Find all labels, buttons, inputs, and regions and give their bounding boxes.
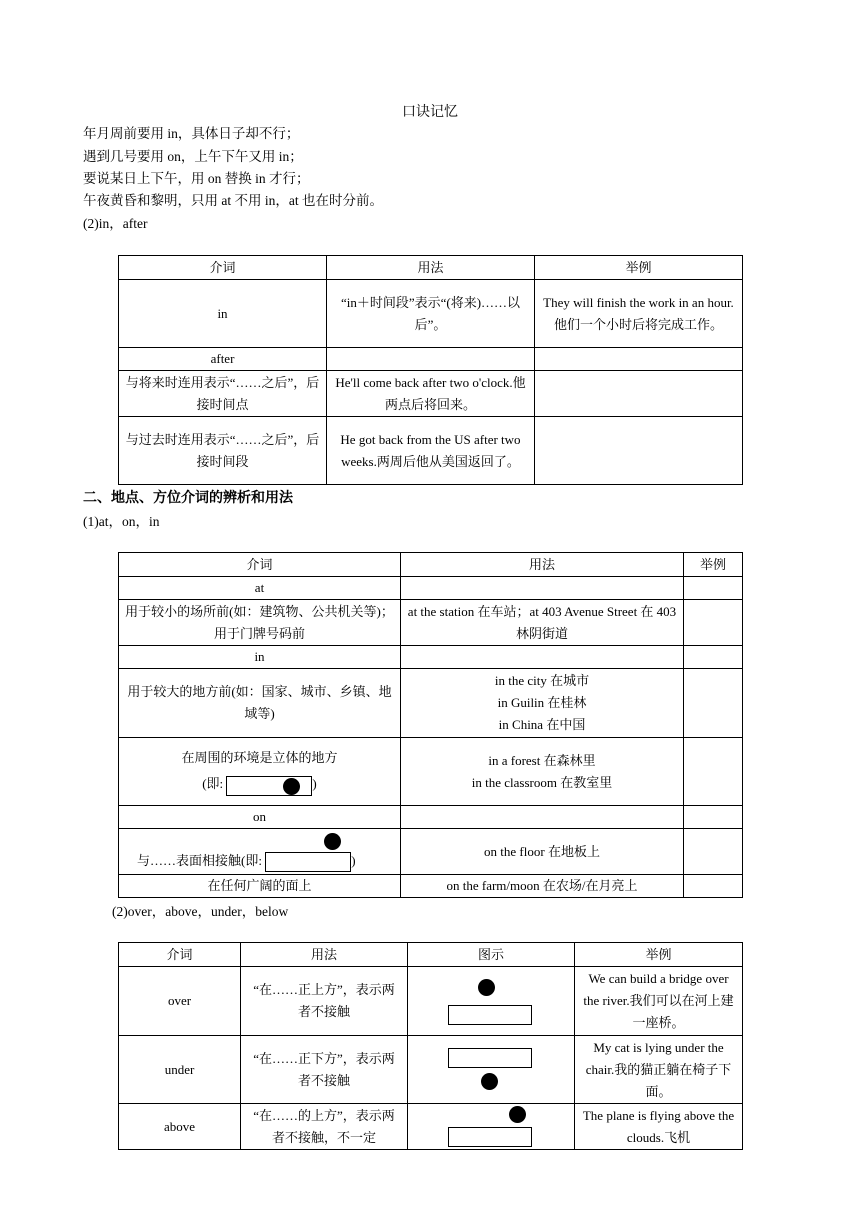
cell-example: My cat is lying under the chair.我的猫正躺在椅子下面。 — [575, 1036, 743, 1104]
cell-usage — [327, 348, 535, 371]
table-row — [119, 577, 743, 600]
cell-usage: “在……正下方”，表示两者不接触 — [241, 1036, 408, 1104]
cell-usage — [401, 577, 684, 600]
mnemonic-line-2: 遇到几号要用 on，上午下午又用 in； — [83, 149, 303, 164]
table-row — [119, 417, 743, 485]
cell-prep: under — [119, 1036, 241, 1104]
table-row — [119, 1036, 743, 1104]
cell-usage: at the station 在车站；at 403 Avenue Street 在 403 林阴街道 — [401, 600, 684, 646]
table-row — [119, 738, 743, 806]
header-prep: 介词 — [119, 943, 241, 967]
cell-usage: “in＋时间段”表示“(将来)……以后”。 — [327, 280, 535, 348]
under-diagram — [448, 1044, 534, 1096]
mnemonic-line-1: 年月周前要用 in，具体日子却不行； — [83, 126, 300, 141]
table-row — [119, 1104, 743, 1150]
table-row — [119, 669, 743, 738]
subheading-over-above: (2)over，above，under，below — [112, 904, 289, 919]
header-usage: 用法 — [241, 943, 408, 967]
cell-prep: on — [119, 806, 401, 829]
ball-icon — [481, 1073, 498, 1090]
cell-usage: “在……正上方”，表示两者不接触 — [241, 967, 408, 1036]
table-row — [119, 875, 743, 898]
cell-prep: 用于较大的地方前(如：国家、城市、乡镇、地域等) — [119, 669, 401, 738]
cell-usage — [401, 806, 684, 829]
cell-example — [684, 738, 743, 806]
table-row — [119, 806, 743, 829]
cell-prep: in — [119, 280, 327, 348]
cell-prep: 与将来时连用表示“……之后”，后接时间点 — [119, 371, 327, 417]
section-heading: 二、地点、方位介词的辨析和用法 — [83, 491, 293, 506]
cell-example — [684, 669, 743, 738]
header-usage: 用法 — [327, 256, 535, 280]
page-title: 口诀记忆 — [402, 105, 458, 120]
cell-example — [684, 829, 743, 875]
table-row — [119, 371, 743, 417]
cell-prep: over — [119, 967, 241, 1036]
cell-example — [684, 600, 743, 646]
cell-usage: He got back from the US after two weeks.两周后他从美国返回了。 — [327, 417, 535, 485]
table-in-after — [118, 255, 743, 485]
header-diagram: 图示 — [408, 943, 575, 967]
ie-suffix: ) — [312, 776, 317, 792]
over-diagram — [448, 975, 534, 1027]
cell-prep: above — [119, 1104, 241, 1150]
cell-prep: at — [119, 577, 401, 600]
header-prep: 介词 — [119, 553, 401, 577]
header-example: 举例 — [535, 256, 743, 280]
diagram-box — [448, 1127, 532, 1147]
subheading-at-on-in: (1)at，on，in — [83, 514, 160, 529]
cell-usage: in the city 在城市 in Guilin 在桂林 in China 在中国 — [401, 669, 684, 738]
cell-prep: in — [119, 646, 401, 669]
cell-example — [535, 417, 743, 485]
cell-example — [684, 646, 743, 669]
cell-usage: in a forest 在森林里 in the classroom 在教室里 — [401, 738, 684, 806]
cell-usage: on the floor 在地板上 — [401, 829, 684, 875]
table-at-on-in — [118, 552, 743, 898]
header-example: 举例 — [575, 943, 743, 967]
table-row — [119, 829, 743, 875]
diagram-box — [265, 852, 351, 872]
cell-example — [535, 371, 743, 417]
cell-example — [684, 875, 743, 898]
ball-icon — [509, 1106, 526, 1123]
table-over-under — [118, 942, 743, 1150]
ie-suffix: ) — [351, 852, 356, 868]
cell-diagram — [408, 1104, 575, 1150]
ie-diagram — [124, 773, 395, 795]
mnemonic-line-3: 要说某日上下午，用 on 替换 in 才行； — [83, 171, 310, 186]
table-row — [119, 967, 743, 1036]
table-row — [119, 646, 743, 669]
cell-example — [684, 806, 743, 829]
table-row — [119, 600, 743, 646]
cell-example: We can build a bridge over the river.我们可以在河上建一座桥。 — [575, 967, 743, 1036]
cell-diagram — [408, 1036, 575, 1104]
cell-prep: 与过去时连用表示“……之后”，后接时间段 — [119, 417, 327, 485]
cell-example: They will finish the work in an hour.他们一个小时后将完成工作。 — [535, 280, 743, 348]
cell-example — [684, 577, 743, 600]
cell-prep — [119, 738, 401, 806]
mnemonic-line-4: 午夜黄昏和黎明，只用 at 不用 in，at 也在时分前。 — [83, 193, 383, 208]
cell-usage: “在……的上方”，表示两者不接触，不一定 — [241, 1104, 408, 1150]
cell-prep: 用于较小的场所前(如：建筑物、公共机关等)；用于门牌号码前 — [119, 600, 401, 646]
diagram-box — [226, 776, 312, 796]
cell-text: 在周围的环境是立体的地方 — [181, 750, 338, 766]
diagram-box — [448, 1048, 532, 1068]
cell-usage: on the farm/moon 在农场/在月亮上 — [401, 875, 684, 898]
subheading-in-after: (2)in，after — [83, 216, 148, 231]
cell-usage: He'll come back after two o'clock.他两点后将回来。 — [327, 371, 535, 417]
cell-example: The plane is flying above the clouds.飞机 — [575, 1104, 743, 1150]
header-prep: 介词 — [119, 256, 327, 280]
ie-prefix: 与……表面相接触(即: — [137, 852, 262, 868]
cell-prep — [119, 829, 401, 875]
table-row — [119, 280, 743, 348]
table-row — [119, 348, 743, 371]
diagram-box — [448, 1005, 532, 1025]
header-usage: 用法 — [401, 553, 684, 577]
cell-prep: 在任何广阔的面上 — [119, 875, 401, 898]
cell-diagram — [408, 967, 575, 1036]
ball-icon — [478, 979, 495, 996]
ball-icon — [324, 833, 341, 850]
header-example: 举例 — [684, 553, 743, 577]
ball-icon — [283, 778, 300, 795]
cell-prep: after — [119, 348, 327, 371]
above-diagram — [448, 1106, 534, 1148]
cell-usage — [401, 646, 684, 669]
ie-prefix: (即: — [202, 776, 224, 792]
cell-example — [535, 348, 743, 371]
